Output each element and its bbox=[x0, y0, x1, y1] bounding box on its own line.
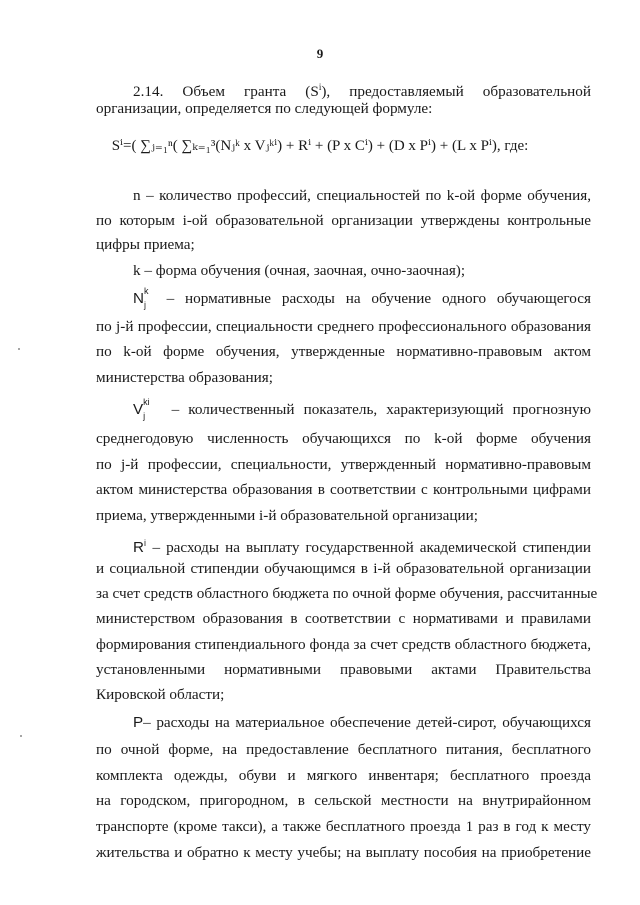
N-definition-line-2: по j-й профессии, специальности среднего профессионального образования bbox=[96, 318, 591, 335]
P-symbol: P bbox=[133, 714, 144, 731]
N-definition-line-3: по k-ой форме обучения, утвержденные нормативно-правовым актом bbox=[96, 343, 591, 360]
page-number: 9 bbox=[316, 46, 324, 61]
n-definition-line-1: n – количество профессий, специальностей по k-ой форме обучения, bbox=[133, 187, 591, 204]
R-definition-line-3: за счет средств областного бюджета по очной форме обучения, рассчитанные bbox=[96, 585, 598, 602]
paragraph-2-14-line-2: организации, определяется по следующей формуле: bbox=[96, 100, 433, 117]
V-symbol: V ki j bbox=[133, 397, 150, 421]
n-definition-line-3: цифры приема; bbox=[96, 236, 195, 253]
k-definition: k – форма обучения (очная, заочная, очно-заочная); bbox=[133, 262, 466, 279]
scan-speck bbox=[18, 348, 20, 350]
R-symbol: $R^i$ bbox=[133, 538, 146, 557]
scan-speck bbox=[20, 735, 22, 737]
P-definition-line-2: по очной форме, на предоставление бесплатного питания, бесплатного bbox=[96, 741, 591, 758]
P-definition-line-4: на городском, пригородном, в сельской местности на внутрирайонном bbox=[96, 792, 591, 809]
R-definition-line-2: и социальной стипендии обучающимся в i-й образовательной организации bbox=[96, 560, 591, 577]
V-definition-line-5: приема, утвержденными i-й образовательной организации; bbox=[96, 507, 479, 524]
V-definition-line-1: V ki j – количественный показатель, характеризующий прогнозную bbox=[133, 397, 591, 421]
R-definition-line-5: формирования стипендиального фонда за счет средств областного бюджета, bbox=[96, 636, 591, 653]
P-definition-line-5: транспорте (кроме такси), а также бесплатного проезда 1 раз в год к месту bbox=[96, 818, 591, 835]
P-definition-line-6: жительства и обратно к месту учебы; на выплату пособия на приобретение bbox=[96, 844, 591, 861]
P-definition-line-3: комплекта одежды, обуви и мягкого инвентаря; бесплатного проезда bbox=[96, 767, 591, 784]
V-definition-line-3: по j-й профессии, специальности, утвержденный нормативно-правовым bbox=[96, 456, 591, 473]
N-symbol: N k j bbox=[133, 286, 149, 310]
V-definition-line-2: среднегодовую численность обучающихся по k-ой форме обучения bbox=[96, 430, 591, 447]
N-definition-line-4: министерства образования; bbox=[96, 369, 273, 386]
n-definition-line-2: по которым i-ой образовательной организации утверждены контрольные bbox=[96, 212, 591, 229]
P-definition-line-1: P– расходы на материальное обеспечение детей-сирот, обучающихся bbox=[133, 714, 591, 731]
R-definition-line-6: установленными нормативными правовыми актами Правительства bbox=[96, 661, 591, 678]
V-definition-line-4: актом министерства образования в соответствии с контрольными цифрами bbox=[96, 481, 591, 498]
R-definition-line-7: Кировской области; bbox=[96, 686, 225, 703]
paragraph-2-14-line-1: 2.14. Объем гранта $(S^i)$, предоставляемый образовательной bbox=[133, 82, 591, 101]
grant-formula: Sⁱ=( ∑ⱼ₌₁ⁿ( ∑ₖ₌₁³(Nⱼᵏ x Vⱼᵏⁱ) + Rⁱ + (P x Cⁱ) + (D x Pⁱ) + (L x Pⁱ), где: bbox=[111, 138, 529, 154]
R-definition-line-1: $R^i$ – расходы на выплату государственной академической стипендии bbox=[133, 538, 591, 557]
N-definition-line-1: N k j – нормативные расходы на обучение одного обучающегося bbox=[133, 286, 591, 310]
R-definition-line-4: министерством образования в соответствии с нормативами и правилами bbox=[96, 610, 591, 627]
